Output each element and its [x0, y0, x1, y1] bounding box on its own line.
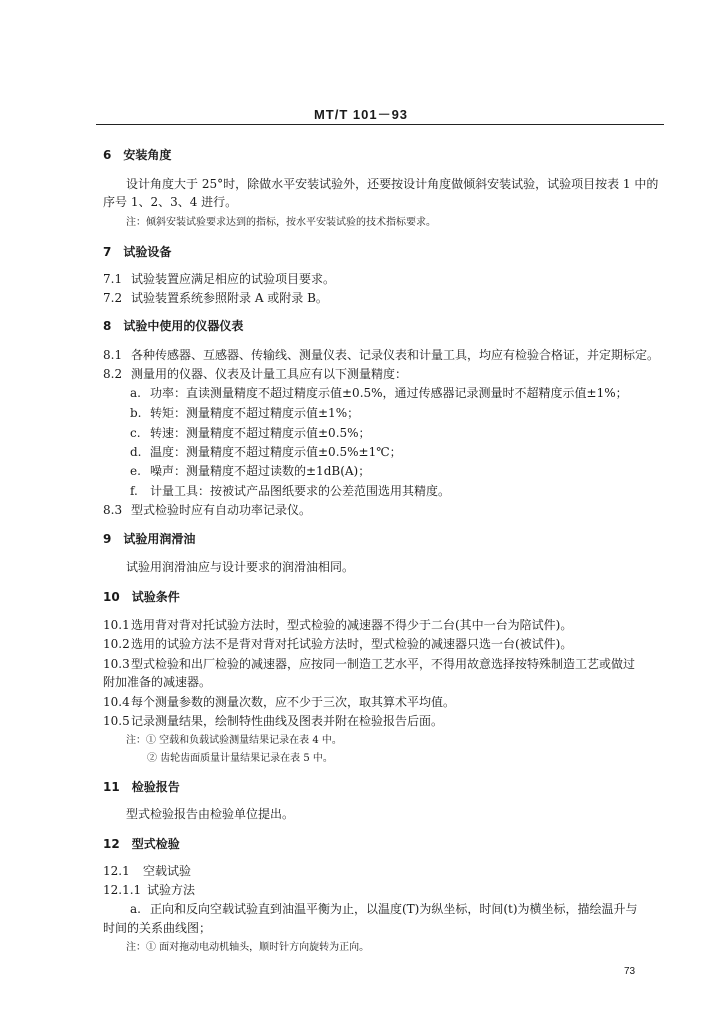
clause-10-3-continued: 附加准备的减速器。	[103, 675, 212, 689]
list-item-a	[130, 385, 628, 401]
list-text: 功率：直读测量精度不超过精度示值±0.5%，通过传感器记录测量时不超精度示值±1%；	[150, 386, 628, 400]
clause-text: 型式检验和出厂检验的减速器，应按同一制造工艺水平，不得用故意选择按特殊制造工艺或做过	[131, 657, 636, 671]
clause-number: 10.4	[103, 695, 130, 709]
clause-number: 10.5	[103, 714, 130, 728]
clause-number: 12.1.1	[103, 883, 142, 897]
header-rule	[96, 124, 664, 125]
list-item-f	[130, 483, 450, 499]
list-item-12-a	[130, 901, 638, 917]
clause-number: 7.2	[103, 291, 123, 305]
list-label: d.	[130, 445, 142, 459]
section-8-title: 8 试验中使用的仪器仪表	[103, 319, 244, 333]
clause-text: 测量用的仪器、仪表及计量工具应有以下测量精度：	[131, 367, 408, 381]
section-12-note: 注：① 面对拖动电动机轴头，顺时针方向旋转为正向。	[126, 942, 370, 953]
list-text: 转矩：测量精度不超过精度示值±1%；	[150, 406, 360, 420]
list-label: b.	[130, 406, 142, 420]
section-6-note: 注：倾斜安装试验要求达到的指标，按水平安装试验的技术指标要求。	[126, 217, 436, 228]
clause-12-1	[103, 863, 191, 879]
section-6-paragraph-line-1: 设计角度大于 25°时，除做水平安装试验外，还要按设计角度做倾斜安装试验，试验项目按表 1 中的	[126, 177, 659, 191]
clause-number: 10.3	[103, 657, 130, 671]
list-text: 温度：测量精度不超过精度示值±0.5%±1℃；	[150, 445, 402, 459]
clause-8-2	[103, 366, 407, 382]
clause-10-4	[103, 694, 455, 710]
standard-code-header: MT/T 101－93	[313, 107, 409, 122]
clause-text: 每个测量参数的测量次数，应不少于三次，取其算术平均值。	[131, 695, 456, 709]
clause-10-2	[103, 636, 572, 652]
clause-7-1	[103, 271, 335, 287]
clause-number: 10.2	[103, 637, 130, 651]
list-label: a.	[130, 386, 141, 400]
clause-text: 试验方法	[147, 883, 196, 897]
clause-number: 8.1	[103, 348, 123, 362]
section-12-title: 12 型式检验	[103, 837, 180, 851]
list-text: 噪声：测量精度不超过读数的±1dB(A)；	[150, 464, 371, 478]
section-7-title: 7 试验设备	[103, 245, 172, 259]
clause-10-5	[103, 713, 443, 729]
clause-text: 试验装置系统参照附录 A 或附录 B。	[131, 291, 328, 305]
section-9-paragraph: 试验用润滑油应与设计要求的润滑油相同。	[126, 560, 355, 574]
clause-7-2	[103, 290, 328, 306]
list-text: 计量工具：按被试产品图纸要求的公差范围选用其精度。	[150, 484, 451, 498]
clause-text: 空载试验	[143, 864, 192, 878]
clause-text: 选用背对背对托试验方法时，型式检验的减速器不得少于二台(其中一台为陪试件)。	[131, 618, 573, 632]
clause-number: 10.1	[103, 618, 130, 632]
list-label: e.	[130, 464, 141, 478]
list-item-12-a-continued: 时间的关系曲线图；	[103, 921, 212, 935]
clause-8-3	[103, 502, 311, 518]
section-11-title: 11 检验报告	[103, 780, 180, 794]
section-10-note-2: ② 齿轮齿面质量计量结果记录在表 5 中。	[147, 753, 333, 764]
section-10-title: 10 试验条件	[103, 590, 180, 604]
list-label: f.	[130, 484, 138, 498]
clause-8-1	[103, 347, 659, 363]
clause-text: 各种传感器、互感器、传输线、测量仪表、记录仪表和计量工具，均应有检验合格证，并定期标定。	[131, 348, 660, 362]
section-6-title: 6 安装角度	[103, 148, 172, 162]
clause-text: 型式检验时应有自动功率记录仪。	[131, 503, 312, 517]
list-text: 正向和反向空载试验直到油温平衡为止，以温度(T)为纵坐标，时间(t)为横坐标，描绘温升与	[150, 902, 638, 916]
list-text: 转速：测量精度不超过精度示值±0.5%；	[150, 426, 371, 440]
page-number: 73	[624, 966, 636, 977]
clause-number: 8.2	[103, 367, 123, 381]
clause-12-1-1	[103, 882, 195, 898]
clause-number: 8.3	[103, 503, 123, 517]
clause-number: 12.1	[103, 864, 130, 878]
clause-10-3	[103, 656, 635, 672]
section-6-paragraph-line-2: 序号 1、2、3、4 进行。	[103, 195, 238, 209]
section-11-paragraph: 型式检验报告由检验单位提出。	[126, 807, 295, 821]
clause-number: 7.1	[103, 272, 123, 286]
section-9-title: 9 试验用润滑油	[103, 532, 196, 546]
clause-10-1	[103, 617, 572, 633]
clause-text: 试验装置应满足相应的试验项目要求。	[131, 272, 336, 286]
list-item-d	[130, 444, 402, 460]
list-item-e	[130, 463, 370, 479]
list-label: a.	[130, 902, 141, 916]
clause-text: 选用的试验方法不是背对背对托试验方法时，型式检验的减速器只选一台(被试件)。	[131, 637, 573, 651]
list-item-c	[130, 425, 371, 441]
clause-text: 记录测量结果，绘制特性曲线及图表并附在检验报告后面。	[131, 714, 444, 728]
section-10-note-1: 注：① 空载和负载试验测量结果记录在表 4 中。	[126, 735, 342, 746]
list-label: c.	[130, 426, 141, 440]
list-item-b	[130, 405, 359, 421]
